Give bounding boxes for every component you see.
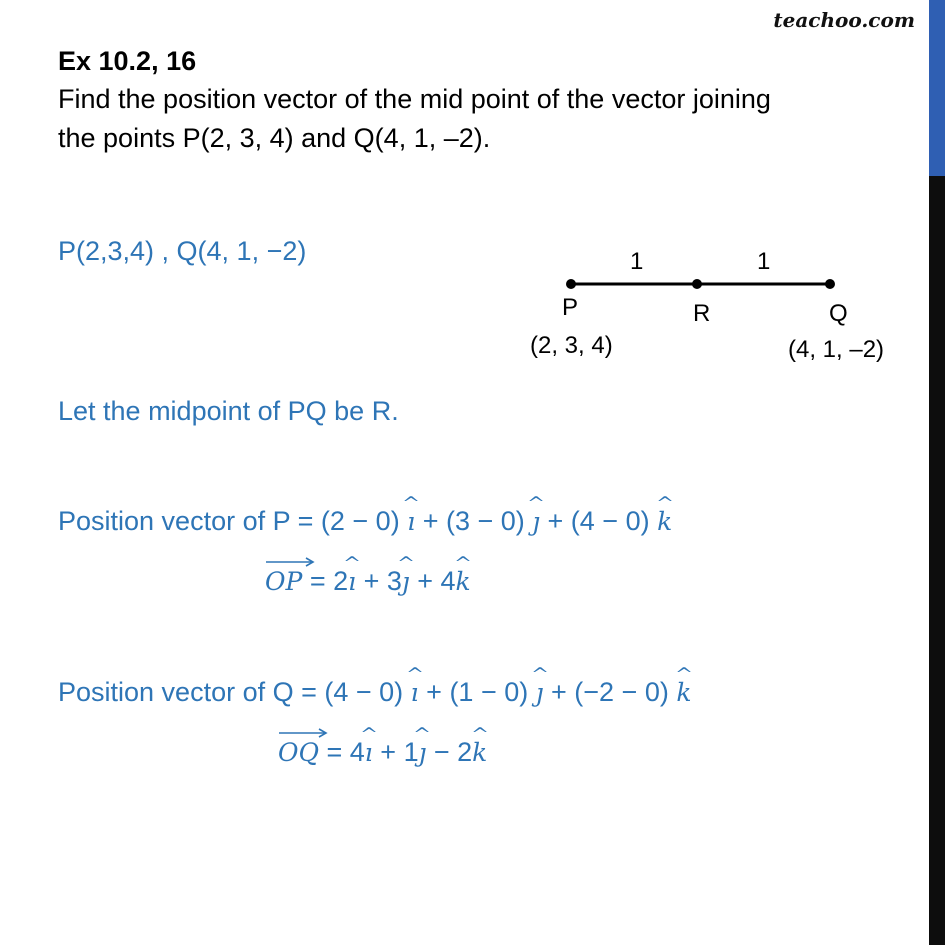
p-position-vector-line — [58, 506, 672, 537]
oq-mid2: − 2 — [426, 737, 473, 767]
k-hat: ^ k — [657, 507, 672, 536]
op-equals: = 2 — [302, 566, 349, 596]
j-hat: ^ ȷ — [536, 678, 544, 707]
op-vector-name: OP — [265, 567, 303, 596]
point-r-label: R — [693, 300, 711, 327]
point-p-label: P — [562, 294, 579, 321]
op-vector-symbol — [265, 567, 302, 596]
k-hat: ^ k — [472, 738, 487, 767]
scrollbar-thumb[interactable] — [929, 0, 945, 176]
segment-label-pr: 1 — [630, 248, 644, 275]
i-hat: ^ ı — [407, 507, 415, 536]
question-line-1: Find the position vector of the mid point of the vector joining — [58, 84, 771, 114]
op-mid1: + 3 — [356, 566, 402, 596]
vector-arrow-icon — [278, 728, 328, 738]
given-points: P(2,3,4) , Q(4, 1, −2) — [58, 236, 307, 266]
midpoint-statement: Let the midpoint of PQ be R. — [58, 396, 399, 426]
p-vector-prefix: Position vector of P = (2 − 0) — [58, 506, 408, 536]
point-q-coords: (4, 1, –2) — [788, 336, 885, 363]
point-q — [825, 279, 835, 289]
oq-equation — [278, 737, 487, 768]
p-vector-mid1: + (3 − 0) — [415, 506, 533, 536]
i-hat: ^ ı — [348, 567, 356, 596]
op-mid2: + 4 — [409, 566, 456, 596]
q-vector-mid2: + (−2 − 0) — [543, 677, 677, 707]
oq-vector-name: OQ — [278, 738, 319, 767]
i-hat: ^ ı — [365, 738, 373, 767]
k-hat: ^ k — [455, 567, 470, 596]
exercise-heading: Ex 10.2, 16 — [58, 46, 197, 76]
segment-label-rq: 1 — [757, 248, 771, 275]
k-hat: ^ k — [676, 678, 691, 707]
vector-arrow-icon — [265, 557, 315, 567]
q-position-vector-line — [58, 677, 691, 708]
point-p — [566, 279, 576, 289]
question-line-2: the points P(2, 3, 4) and Q(4, 1, –2). — [58, 123, 491, 153]
op-equation — [265, 566, 471, 597]
brand-logo: teachoo.com — [773, 8, 915, 32]
j-hat: ^ ȷ — [532, 507, 540, 536]
point-q-label: Q — [829, 300, 848, 327]
q-vector-mid1: + (1 − 0) — [418, 677, 536, 707]
oq-mid1: + 1 — [372, 737, 419, 767]
oq-equals: = 4 — [319, 737, 365, 767]
i-hat: ^ ı — [411, 678, 419, 707]
j-hat: ^ ȷ — [419, 738, 427, 767]
q-vector-prefix: Position vector of Q = (4 − 0) — [58, 677, 411, 707]
oq-vector-symbol — [278, 738, 319, 767]
p-vector-mid2: + (4 − 0) — [540, 506, 658, 536]
point-p-coords: (2, 3, 4) — [530, 332, 613, 359]
j-hat: ^ ȷ — [402, 567, 410, 596]
point-r — [692, 279, 702, 289]
